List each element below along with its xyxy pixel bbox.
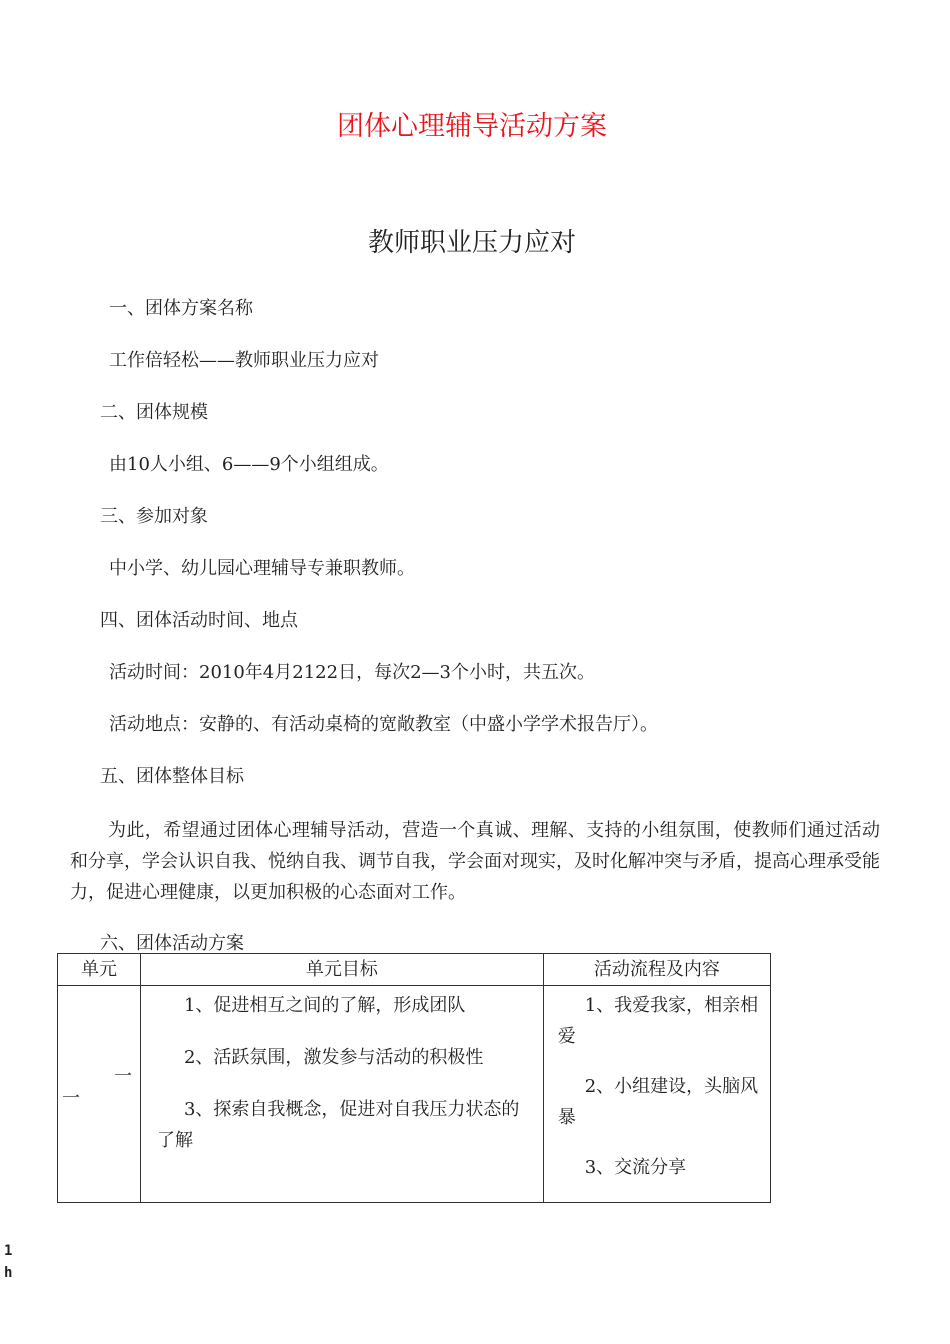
footer-line-1: 1 — [4, 1243, 13, 1259]
section-5-text: 为此，希望通过团体心理辅导活动，营造一个真诚、理解、支持的小组氛围，使教师们通过活动和分享，学会认识自我、悦纳自我、调节自我，学会面对现实，及时化解冲突与矛盾，提高心理承受能力，促进心理健康，以更加积极的心态面对工作。 — [70, 820, 880, 903]
section-4-time: 活动时间：2010年4月2122日，每次2—3个小时，共五次。 — [109, 662, 595, 683]
section-2-heading: 二、团体规模 — [100, 402, 208, 423]
page-footer — [4, 1240, 12, 1284]
unit-label: 一 — [114, 1066, 132, 1087]
unit-label-continued: 一 — [62, 1088, 80, 1109]
goal-item: 2、活跃氛围，激发参与活动的积极性 — [183, 1047, 484, 1068]
unit-cell — [58, 986, 141, 1203]
section-3-heading: 三、参加对象 — [100, 506, 208, 527]
activity-flow-cell — [543, 986, 770, 1203]
header-unit: 单元 — [58, 954, 141, 986]
header-unit-goal: 单元目标 — [140, 954, 543, 986]
document-subtitle: 教师职业压力应对 — [367, 228, 576, 258]
unit-goals-cell — [140, 986, 543, 1203]
section-3-text: 中小学、幼儿园心理辅导专兼职教师。 — [109, 558, 415, 579]
section-1-heading: 一、团体方案名称 — [109, 298, 253, 319]
footer-line-2: h — [4, 1265, 13, 1281]
flow-item: 2、小组建设，头脑风暴 — [557, 1076, 759, 1128]
section-6-heading: 六、团体活动方案 — [100, 933, 244, 954]
header-activity-flow: 活动流程及内容 — [543, 954, 770, 986]
section-2-text: 由10人小组、6——9个小组组成。 — [109, 454, 389, 475]
flow-item: 1、我爱我家，相亲相爱 — [557, 995, 759, 1047]
goal-item: 1、促进相互之间的了解，形成团队 — [183, 995, 466, 1016]
activity-plan-table — [57, 953, 771, 1203]
flow-item: 3、交流分享 — [584, 1157, 687, 1178]
section-4-place: 活动地点：安静的、有活动桌椅的宽敞教室（中盛小学学术报告厅）。 — [109, 714, 658, 735]
document-title: 团体心理辅导活动方案 — [337, 111, 607, 142]
table-row — [58, 986, 771, 1203]
section-1-text: 工作倍轻松——教师职业压力应对 — [109, 350, 379, 371]
section-4-heading: 四、团体活动时间、地点 — [100, 610, 298, 631]
goal-item: 3、探索自我概念，促进对自我压力状态的了解 — [156, 1099, 520, 1151]
section-5-heading: 五、团体整体目标 — [100, 766, 244, 787]
table-header-row — [58, 954, 771, 986]
